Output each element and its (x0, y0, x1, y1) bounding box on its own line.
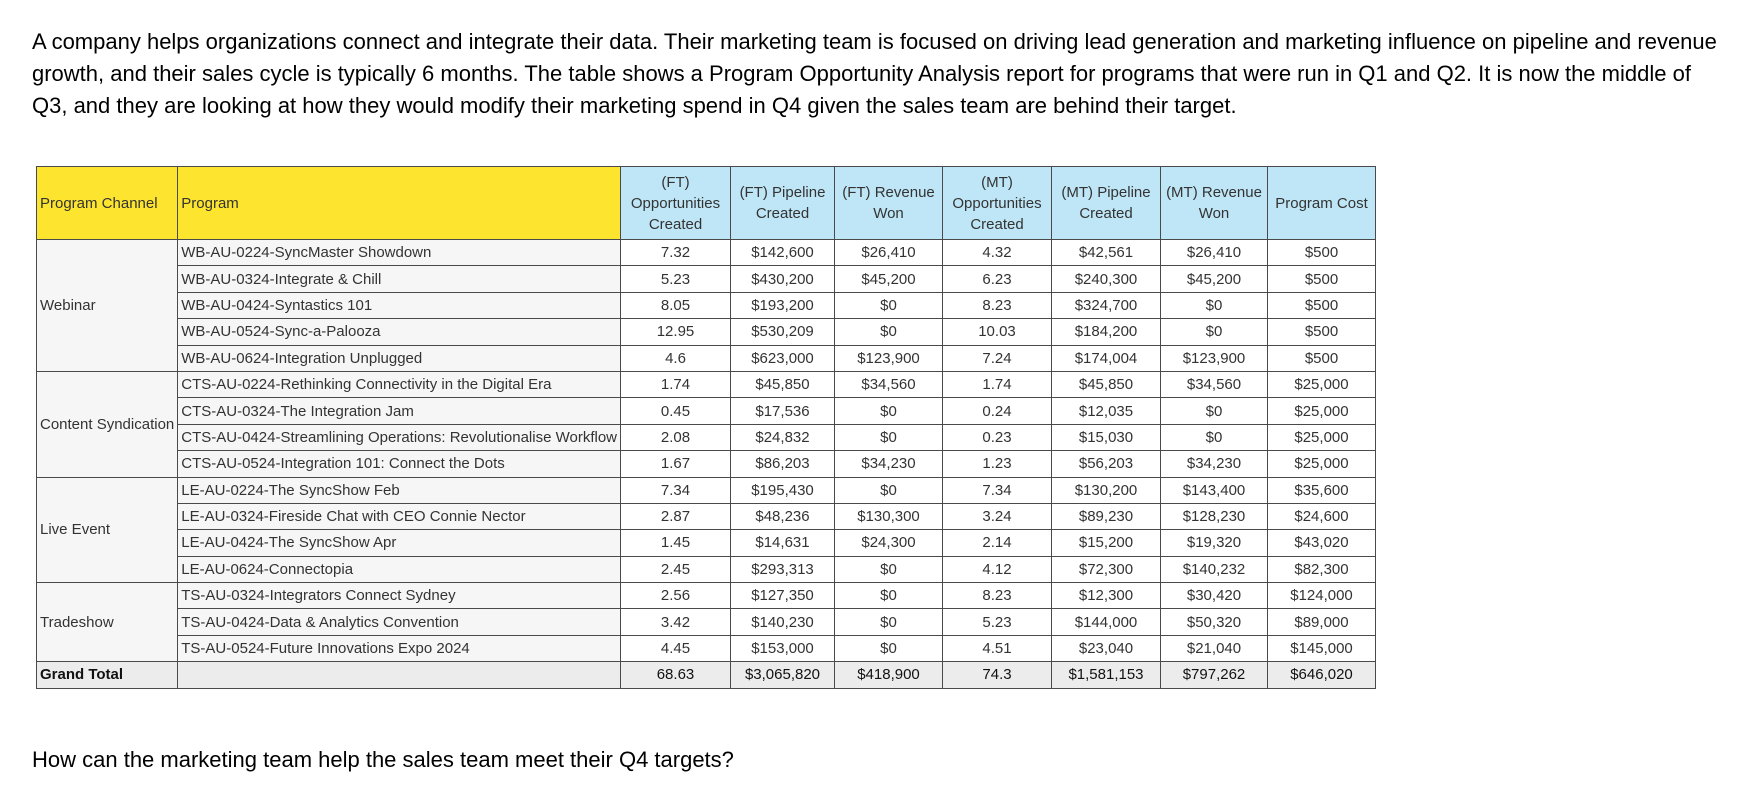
grand-total-value: $797,262 (1161, 662, 1268, 688)
metric-cell: $130,200 (1052, 477, 1161, 503)
program-name-cell: CTS-AU-0424-Streamlining Operations: Revolutionalise Workflow (178, 424, 621, 450)
metric-cell: 4.6 (621, 345, 731, 371)
metric-cell: $26,410 (835, 240, 943, 266)
metric-cell: 2.08 (621, 424, 731, 450)
metric-cell: $21,040 (1161, 635, 1268, 661)
metric-cell: $144,000 (1052, 609, 1161, 635)
metric-cell: $142,600 (731, 240, 835, 266)
table-row (37, 371, 1376, 397)
metric-cell: 0.23 (943, 424, 1052, 450)
metric-cell: $0 (1161, 292, 1268, 318)
table-row (37, 319, 1376, 345)
metric-cell: 12.95 (621, 319, 731, 345)
metric-cell: 8.05 (621, 292, 731, 318)
metric-cell: $430,200 (731, 266, 835, 292)
program-name-cell: TS-AU-0324-Integrators Connect Sydney (178, 583, 621, 609)
metric-cell: $15,030 (1052, 424, 1161, 450)
metric-cell: $0 (835, 292, 943, 318)
metric-cell: $14,631 (731, 530, 835, 556)
grand-total-value: 68.63 (621, 662, 731, 688)
metric-cell: $130,300 (835, 503, 943, 529)
metric-cell: $25,000 (1268, 451, 1376, 477)
metric-cell: 7.34 (621, 477, 731, 503)
metric-cell: $12,300 (1052, 583, 1161, 609)
metric-cell: 1.74 (943, 371, 1052, 397)
program-name-cell: CTS-AU-0524-Integration 101: Connect the Dots (178, 451, 621, 477)
header-ft-opportunities: (FT) Opportunities Created (621, 167, 731, 240)
header-ft-pipeline: (FT) Pipeline Created (731, 167, 835, 240)
header-mt-opportunities: (MT) Opportunities Created (943, 167, 1052, 240)
table-row (37, 240, 1376, 266)
metric-cell: $35,600 (1268, 477, 1376, 503)
program-name-cell: WB-AU-0324-Integrate & Chill (178, 266, 621, 292)
metric-cell: $45,200 (835, 266, 943, 292)
metric-cell: $25,000 (1268, 424, 1376, 450)
metric-cell: $140,230 (731, 609, 835, 635)
program-name-cell: WB-AU-0624-Integration Unplugged (178, 345, 621, 371)
metric-cell: $195,430 (731, 477, 835, 503)
metric-cell: 1.74 (621, 371, 731, 397)
metric-cell: $128,230 (1161, 503, 1268, 529)
metric-cell: $12,035 (1052, 398, 1161, 424)
metric-cell: $193,200 (731, 292, 835, 318)
metric-cell: 4.12 (943, 556, 1052, 582)
metric-cell: 4.51 (943, 635, 1052, 661)
header-mt-revenue: (MT) Revenue Won (1161, 167, 1268, 240)
table-row (37, 398, 1376, 424)
metric-cell: 4.45 (621, 635, 731, 661)
metric-cell: $0 (835, 609, 943, 635)
metric-cell: $24,300 (835, 530, 943, 556)
metric-cell: $45,850 (1052, 371, 1161, 397)
table-row (37, 345, 1376, 371)
program-name-cell: WB-AU-0224-SyncMaster Showdown (178, 240, 621, 266)
metric-cell: $19,320 (1161, 530, 1268, 556)
metric-cell: $174,004 (1052, 345, 1161, 371)
metric-cell: 7.24 (943, 345, 1052, 371)
header-program-cost: Program Cost (1268, 167, 1376, 240)
metric-cell: $623,000 (731, 345, 835, 371)
metric-cell: $0 (835, 556, 943, 582)
metric-cell: 4.32 (943, 240, 1052, 266)
metric-cell: $56,203 (1052, 451, 1161, 477)
metric-cell: $500 (1268, 266, 1376, 292)
metric-cell: $34,230 (1161, 451, 1268, 477)
metric-cell: $23,040 (1052, 635, 1161, 661)
program-name-cell: WB-AU-0524-Sync-a-Palooza (178, 319, 621, 345)
metric-cell: $34,560 (835, 371, 943, 397)
metric-cell: $0 (1161, 398, 1268, 424)
program-opportunity-table (36, 166, 1376, 689)
header-ft-revenue: (FT) Revenue Won (835, 167, 943, 240)
table-row (37, 530, 1376, 556)
metric-cell: 0.24 (943, 398, 1052, 424)
metric-cell: $0 (835, 424, 943, 450)
program-name-cell: TS-AU-0424-Data & Analytics Convention (178, 609, 621, 635)
metric-cell: $25,000 (1268, 398, 1376, 424)
metric-cell: $72,300 (1052, 556, 1161, 582)
metric-cell: 8.23 (943, 583, 1052, 609)
metric-cell: 2.87 (621, 503, 731, 529)
table-row (37, 451, 1376, 477)
metric-cell: $153,000 (731, 635, 835, 661)
metric-cell: $89,000 (1268, 609, 1376, 635)
metric-cell: $15,200 (1052, 530, 1161, 556)
metric-cell: $124,000 (1268, 583, 1376, 609)
metric-cell: $0 (1161, 424, 1268, 450)
program-name-cell: CTS-AU-0324-The Integration Jam (178, 398, 621, 424)
metric-cell: $34,560 (1161, 371, 1268, 397)
program-name-cell: LE-AU-0424-The SyncShow Apr (178, 530, 621, 556)
metric-cell: 3.42 (621, 609, 731, 635)
metric-cell: $0 (1161, 319, 1268, 345)
question-text: How can the marketing team help the sales team meet their Q4 targets? (32, 747, 734, 772)
metric-cell: $293,313 (731, 556, 835, 582)
metric-cell: $34,230 (835, 451, 943, 477)
metric-cell: 6.23 (943, 266, 1052, 292)
table-row (37, 266, 1376, 292)
metric-cell: 1.67 (621, 451, 731, 477)
metric-cell: $500 (1268, 345, 1376, 371)
header-program: Program (178, 167, 621, 240)
metric-cell: $143,400 (1161, 477, 1268, 503)
grand-total-value: $418,900 (835, 662, 943, 688)
grand-total-value: $646,020 (1268, 662, 1376, 688)
table-row (37, 477, 1376, 503)
program-name-cell: WB-AU-0424-Syntastics 101 (178, 292, 621, 318)
table-row (37, 556, 1376, 582)
metric-cell: $25,000 (1268, 371, 1376, 397)
channel-cell: Webinar (37, 240, 178, 372)
table-row (37, 635, 1376, 661)
channel-cell: Content Syndication (37, 371, 178, 477)
metric-cell: 2.56 (621, 583, 731, 609)
metric-cell: $45,200 (1161, 266, 1268, 292)
metric-cell: $86,203 (731, 451, 835, 477)
program-name-cell: LE-AU-0224-The SyncShow Feb (178, 477, 621, 503)
program-name-cell: CTS-AU-0224-Rethinking Connectivity in the Digital Era (178, 371, 621, 397)
grand-total-program-cell (178, 662, 621, 688)
metric-cell: $30,420 (1161, 583, 1268, 609)
channel-cell: Live Event (37, 477, 178, 583)
program-name-cell: TS-AU-0524-Future Innovations Expo 2024 (178, 635, 621, 661)
header-program-channel: Program Channel (37, 167, 178, 240)
metric-cell: $48,236 (731, 503, 835, 529)
table-body (37, 240, 1376, 689)
metric-cell: $0 (835, 635, 943, 661)
metric-cell: 5.23 (621, 266, 731, 292)
table-row (37, 583, 1376, 609)
metric-cell: 1.45 (621, 530, 731, 556)
metric-cell: 10.03 (943, 319, 1052, 345)
table-row (37, 503, 1376, 529)
metric-cell: $50,320 (1161, 609, 1268, 635)
metric-cell: $240,300 (1052, 266, 1161, 292)
metric-cell: 0.45 (621, 398, 731, 424)
metric-cell: $500 (1268, 292, 1376, 318)
metric-cell: $500 (1268, 319, 1376, 345)
metric-cell: $123,900 (1161, 345, 1268, 371)
metric-cell: 5.23 (943, 609, 1052, 635)
intro-paragraph: A company helps organizations connect and integrate their data. Their marketing team is focused on driving lead generation and marketing influence on pipeline and revenue growth, and their sales cycle is typically 6 months. The table shows a Program Opportunity Analysis report for programs that were run in Q1 and Q2. It is now the middle of Q3, and they are looking at how they would modify their marketing spend in Q4 given the sales team are behind their target. (32, 29, 1717, 118)
metric-cell: $45,850 (731, 371, 835, 397)
header-mt-pipeline: (MT) Pipeline Created (1052, 167, 1161, 240)
program-name-cell: LE-AU-0324-Fireside Chat with CEO Connie Nector (178, 503, 621, 529)
grand-total-value: 74.3 (943, 662, 1052, 688)
metric-cell: $89,230 (1052, 503, 1161, 529)
metric-cell: $17,536 (731, 398, 835, 424)
table-row (37, 609, 1376, 635)
metric-cell: 3.24 (943, 503, 1052, 529)
metric-cell: $145,000 (1268, 635, 1376, 661)
metric-cell: $24,832 (731, 424, 835, 450)
program-name-cell: LE-AU-0624-Connectopia (178, 556, 621, 582)
grand-total-value: $1,581,153 (1052, 662, 1161, 688)
metric-cell: 2.45 (621, 556, 731, 582)
metric-cell: $184,200 (1052, 319, 1161, 345)
metric-cell: 2.14 (943, 530, 1052, 556)
metric-cell: $324,700 (1052, 292, 1161, 318)
metric-cell: $0 (835, 319, 943, 345)
metric-cell: $140,232 (1161, 556, 1268, 582)
metric-cell: $0 (835, 398, 943, 424)
metric-cell: $127,350 (731, 583, 835, 609)
metric-cell: $82,300 (1268, 556, 1376, 582)
metric-cell: 8.23 (943, 292, 1052, 318)
channel-cell: Tradeshow (37, 583, 178, 662)
grand-total-row (37, 662, 1376, 688)
grand-total-label: Grand Total (37, 662, 178, 688)
metric-cell: $24,600 (1268, 503, 1376, 529)
metric-cell: $0 (835, 583, 943, 609)
metric-cell: $500 (1268, 240, 1376, 266)
table-row (37, 424, 1376, 450)
grand-total-value: $3,065,820 (731, 662, 835, 688)
metric-cell: $123,900 (835, 345, 943, 371)
table-header-row (37, 167, 1376, 240)
metric-cell: $0 (835, 477, 943, 503)
table-row (37, 292, 1376, 318)
metric-cell: $43,020 (1268, 530, 1376, 556)
metric-cell: 7.34 (943, 477, 1052, 503)
metric-cell: 1.23 (943, 451, 1052, 477)
metric-cell: $42,561 (1052, 240, 1161, 266)
metric-cell: 7.32 (621, 240, 731, 266)
metric-cell: $26,410 (1161, 240, 1268, 266)
metric-cell: $530,209 (731, 319, 835, 345)
